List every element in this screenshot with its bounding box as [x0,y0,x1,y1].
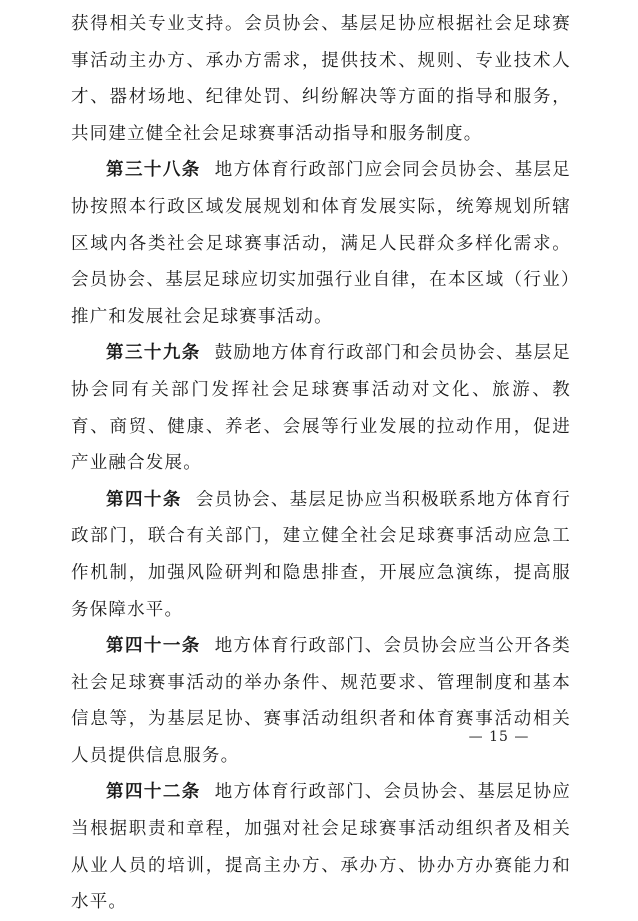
article-text: 会员协会、基层足协应当积极联系地方体育行政部门，联合有关部门，建立健全社会足球赛事活动应急工作机制，加强风险研判和隐患排查，开展应急演练，提高服务保障水平。 [71,489,571,620]
page-number: — 15 — [468,729,530,745]
article-38 [71,152,571,335]
page-footer [0,728,638,746]
article-number: 第四十一条 [106,636,201,657]
article-number: 第四十条 [106,489,182,510]
article-text: 地方体育行政部门应会同会员协会、基层足协按照本行政区域发展规划和体育发展实际，统筹规划所辖区域内各类社会足球赛事活动，满足人民群众多样化需求。会员协会、基层足球应切实加强行业自律，在本区域（行业）推广和发展社会足球赛事活动。 [71,160,571,327]
article-41 [71,628,571,774]
paragraph-text: 获得相关专业支持。会员协会、基层足协应根据社会足球赛事活动主办方、承办方需求，提供技术、规则、专业技术人才、器材场地、纪律处罚、纠纷解决等方面的指导和服务，共同建立健全社会足球赛事活动指导和服务制度。 [71,14,571,144]
article-text: 鼓励地方体育行政部门和会员协会、基层足协会同有关部门发挥社会足球赛事活动对文化、旅游、教育、商贸、健康、养老、会展等行业发展的拉动作用，促进产业融合发展。 [71,343,571,474]
article-text: 地方体育行政部门、会员协会、基层足协应当根据职责和章程，加强对社会足球赛事活动组织者及相关从业人员的培训，提高主办方、承办方、协办方办赛能力和水平。 [71,782,571,913]
article-number: 第四十二条 [106,782,201,803]
article-39 [71,335,571,481]
article-42 [71,774,571,920]
article-40 [71,482,571,628]
article-text: 地方体育行政部门、会员协会应当公开各类社会足球赛事活动的举办条件、规范要求、管理制度和基本信息等，为基层足协、赛事活动组织者和体育赛事活动相关人员提供信息服务。 [71,636,571,766]
paragraph-continuation [71,6,571,152]
article-number: 第三十八条 [106,160,201,181]
article-number: 第三十九条 [106,343,201,364]
document-body [71,6,571,921]
